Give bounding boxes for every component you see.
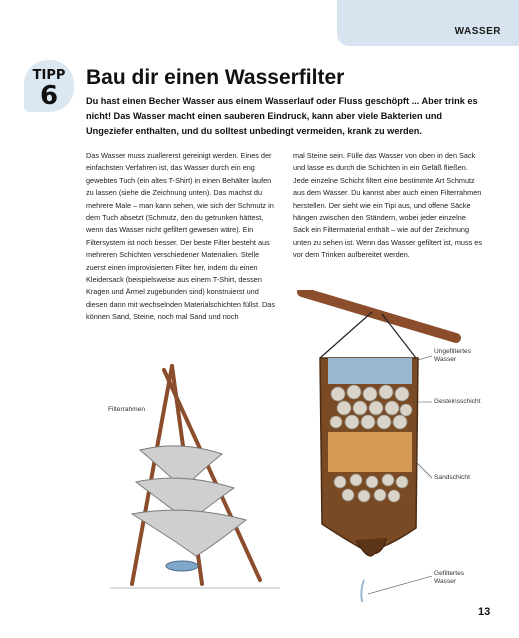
body-column-1: Das Wasser muss zuallererst gereinigt werden. Eines der einfachsten Verfahren ist, das Wasser durch ein eng gewebtes Tuch (ein altes T-Shirt) in einen Behälter laufen zu lassen (siehe die Zeichnung unten). Das machst du mehrere Male – man kann sehen, wie sich der Schmutz in dem Tuch absetzt (Schmutz, den du getrunken hättest, wenn das Wasser nicht gefiltert gewesen wäre). Ein Filtersystem ist noch besser. Der beste Filter besteht aus mehreren Schichten verschiedener Materialien. Stelle zuerst einen improvisierten Filter her, indem du einen Kleidersack (beispielsweise aus einem T-Shirt, dessen Kragen und Ärmel zugebunden sind) konstruierst und diesen dann mit wechselnden Materialschichten füllst. Das können Sand, Steine, noch mal Sand und noch [86,151,276,322]
tip-badge [24,60,74,112]
filter-cloth-bottom [132,510,246,556]
tripod-pole-left [132,366,172,584]
label-filtered-water: Gefiltertes Wasser [434,570,465,585]
tip-badge-number: 6 [39,81,59,111]
water-bowl [166,561,198,571]
lead-paragraph: Du hast einen Becher Wasser aus einem Wasserlauf oder Fluss geschöpft ... Aber trink es nicht! Das Wasser macht einen sauberen Eindruck, kann aber viele Bakterien und Ungeziefer enthalten, und du solltest unbedingt vermeiden, krank zu werden. [86,96,478,136]
section-tab [337,0,519,46]
hanging-branch [302,292,456,338]
label-gravel-layer: Gesteinsschicht [434,398,481,405]
filter-frame-illustration [110,362,285,592]
sand-layer [328,432,412,472]
body-column-2: mal Steine sein. Fülle das Wasser von oben in den Sack und lasse es durch die Schichten in ein Gefäß fließen. Jede einzelne Schicht filtert eine bestimmte Art Schmutz aus dem Wasser. Du kannst aber auch einen Filterrahmen herstellen. Der sieht wie ein Tipi aus, und offene Säcke hängen zwischen den Ständern, wobei jeder einzelne Sack ein Filtermaterial enthält – wie auf der Zeichnung unten zu sehen ist. Wenn das Wasser gefiltert ist, muss es vor dem Trinken aufbereitet werden. [293,151,482,260]
tip-badge-word: TIPP [32,68,66,83]
unfiltered-water-layer [328,358,412,384]
label-unfiltered-water: Ungefiltertes Wasser [434,348,472,363]
page-number: 13 [478,606,491,618]
filter-frame-label: Filterrahmen [108,406,146,413]
page-title: Bau dir einen Wasserfilter [86,66,345,89]
section-label: WASSER [454,26,501,37]
dripping-water [361,580,364,602]
label-sand-layer: Sandschicht [434,474,470,481]
